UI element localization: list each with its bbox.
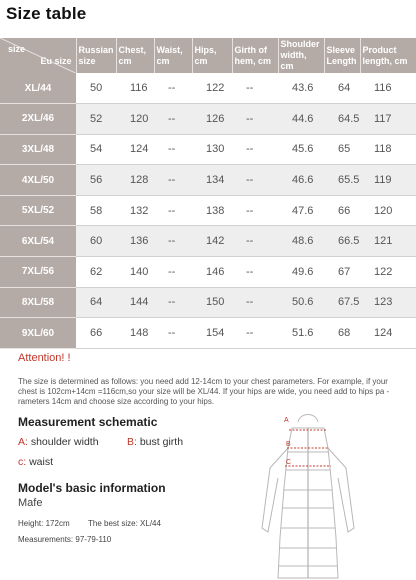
table-cell: 119: [360, 165, 416, 196]
table-cell: 49.6: [278, 257, 324, 288]
table-row: [0, 287, 416, 318]
table-cell: --: [232, 257, 278, 288]
table-cell: 64: [76, 287, 116, 318]
table-row: [0, 165, 416, 196]
table-cell: 140: [116, 257, 154, 288]
marker-a: A: [284, 417, 289, 424]
table-cell: 124: [360, 318, 416, 349]
table-cell: 134: [192, 165, 232, 196]
table-cell: --: [232, 134, 278, 165]
table-cell: 122: [360, 257, 416, 288]
col-header-russian-size: Russian size: [76, 38, 116, 73]
measurements-value: 97-79-110: [75, 535, 112, 544]
row-eu-size: 7XL/56: [0, 257, 76, 288]
col-header-product-length: Product length, cm: [360, 38, 416, 73]
table-cell: --: [154, 134, 192, 165]
table-cell: 117: [360, 104, 416, 135]
table-cell: 142: [192, 226, 232, 257]
col-header-hips: Hips, cm: [192, 38, 232, 73]
table-row: [0, 104, 416, 135]
table-cell: 122: [192, 73, 232, 104]
size-table: [0, 38, 416, 349]
table-cell: 126: [192, 104, 232, 135]
row-eu-size: 8XL/58: [0, 287, 76, 318]
table-cell: 154: [192, 318, 232, 349]
height-value: 172cm: [45, 519, 70, 528]
table-cell: 138: [192, 195, 232, 226]
table-cell: 132: [116, 195, 154, 226]
table-cell: 65: [324, 134, 360, 165]
corner-header: [0, 38, 76, 73]
table-cell: --: [154, 318, 192, 349]
table-cell: 68: [324, 318, 360, 349]
table-cell: 64.5: [324, 104, 360, 135]
legend-b-label: bust girth: [139, 436, 184, 448]
table-cell: --: [232, 104, 278, 135]
table-cell: 123: [360, 287, 416, 318]
row-eu-size: 3XL/48: [0, 134, 76, 165]
table-cell: --: [154, 104, 192, 135]
table-cell: 118: [360, 134, 416, 165]
legend-b: [127, 436, 183, 448]
table-cell: 48.6: [278, 226, 324, 257]
row-eu-size: 5XL/52: [0, 195, 76, 226]
table-cell: 56: [76, 165, 116, 196]
table-cell: --: [154, 287, 192, 318]
row-eu-size: 4XL/50: [0, 165, 76, 196]
table-cell: 58: [76, 195, 116, 226]
col-header-chest: Chest, cm: [116, 38, 154, 73]
table-row: [0, 318, 416, 349]
col-header-sleeve-length: Sleeve Length: [324, 38, 360, 73]
hood-outline: [298, 415, 318, 423]
coat-schematic-figure: [248, 408, 368, 580]
attention-heading: Attention! !: [18, 352, 71, 364]
table-cell: 120: [116, 104, 154, 135]
table-cell: 65.5: [324, 165, 360, 196]
legend-c-label: waist: [29, 456, 54, 468]
model-name: Mafe: [18, 497, 43, 509]
model-heading: Model's basic information: [18, 481, 166, 495]
legend-c-key: c:: [18, 456, 27, 468]
legend-c: [18, 456, 53, 468]
corner-eu-size-label: Eu size: [40, 56, 72, 66]
table-cell: --: [154, 226, 192, 257]
row-eu-size: 6XL/54: [0, 226, 76, 257]
table-cell: --: [232, 287, 278, 318]
marker-b: B: [286, 441, 291, 448]
table-cell: --: [154, 195, 192, 226]
table-cell: 47.6: [278, 195, 324, 226]
schematic-heading: Measurement schematic: [18, 415, 158, 429]
row-eu-size: XL/44: [0, 73, 76, 104]
table-cell: 150: [192, 287, 232, 318]
table-cell: 66: [76, 318, 116, 349]
table-cell: 64: [324, 73, 360, 104]
table-cell: --: [154, 257, 192, 288]
table-row: [0, 73, 416, 104]
best-size-label: The best size:: [88, 519, 138, 528]
table-cell: --: [232, 318, 278, 349]
table-cell: 116: [360, 73, 416, 104]
best-size-value: XL/44: [140, 519, 161, 528]
table-cell: 45.6: [278, 134, 324, 165]
table-cell: 62: [76, 257, 116, 288]
table-row: [0, 195, 416, 226]
col-header-waist: Waist, cm: [154, 38, 192, 73]
table-cell: 136: [116, 226, 154, 257]
table-cell: 121: [360, 226, 416, 257]
table-cell: 66.5: [324, 226, 360, 257]
table-cell: 44.6: [278, 104, 324, 135]
legend-a-label: shoulder width: [30, 436, 99, 448]
table-cell: 67: [324, 257, 360, 288]
model-measurements: [18, 535, 111, 544]
table-cell: 120: [360, 195, 416, 226]
model-best-size: [88, 519, 161, 528]
legend-b-key: B:: [127, 436, 137, 448]
table-cell: 146: [192, 257, 232, 288]
col-header-girth-of-hem: Girth of hem, cm: [232, 38, 278, 73]
table-row: [0, 226, 416, 257]
sizing-note: The size is determined as follows: you need add 12-14cm to your chest parameters. For example, if your chest is 102cm+14cm =116cm,so your size will be XL/44. If your hips are wide, you need add to hips pa -rameters 14cm and choose size according to your hips.: [18, 377, 390, 406]
table-cell: 54: [76, 134, 116, 165]
marker-c: C: [286, 459, 292, 466]
legend-a: [18, 436, 99, 448]
table-cell: 130: [192, 134, 232, 165]
page-title: Size table: [6, 4, 87, 23]
corner-size-label: size: [8, 44, 26, 54]
table-cell: 50.6: [278, 287, 324, 318]
table-cell: 50: [76, 73, 116, 104]
col-header-shoulder-width: Shoulder width, cm: [278, 38, 324, 73]
legend-a-key: A:: [18, 436, 28, 448]
table-cell: 52: [76, 104, 116, 135]
table-cell: 144: [116, 287, 154, 318]
height-label: Height:: [18, 519, 44, 528]
table-cell: 51.6: [278, 318, 324, 349]
table-cell: 60: [76, 226, 116, 257]
table-cell: --: [232, 226, 278, 257]
table-cell: --: [232, 165, 278, 196]
table-cell: --: [154, 165, 192, 196]
model-height: [18, 519, 70, 528]
table-cell: 128: [116, 165, 154, 196]
table-cell: 66: [324, 195, 360, 226]
table-cell: 67.5: [324, 287, 360, 318]
measurements-label: Measurements:: [18, 535, 74, 544]
table-cell: 124: [116, 134, 154, 165]
table-row: [0, 257, 416, 288]
row-eu-size: 2XL/46: [0, 104, 76, 135]
table-cell: --: [232, 73, 278, 104]
header-row: [0, 38, 416, 73]
table-cell: 148: [116, 318, 154, 349]
table-cell: 43.6: [278, 73, 324, 104]
table-cell: --: [154, 73, 192, 104]
table-cell: 46.6: [278, 165, 324, 196]
table-cell: --: [232, 195, 278, 226]
row-eu-size: 9XL/60: [0, 318, 76, 349]
table-cell: 116: [116, 73, 154, 104]
table-row: [0, 134, 416, 165]
